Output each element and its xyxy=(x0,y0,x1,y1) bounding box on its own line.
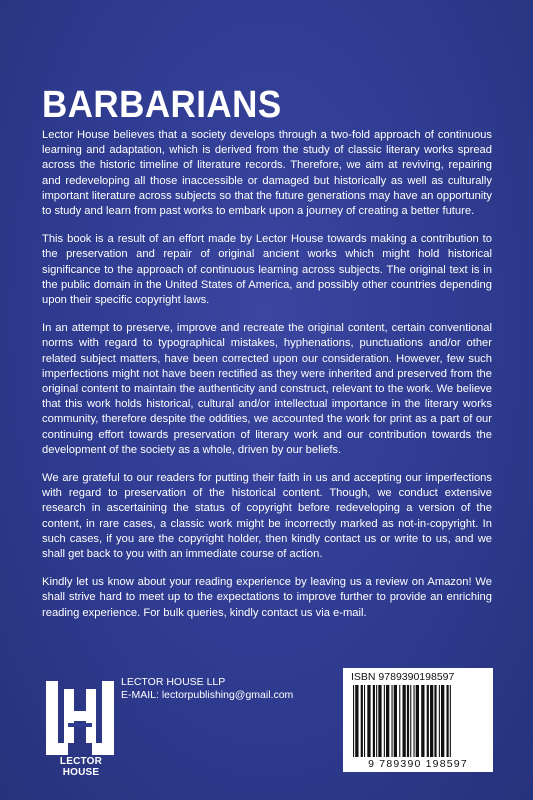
paragraph-4: We are grateful to our readers for putting their faith in us and accepting our imperfections with regard to preservation of the historical content. Though, we conduct extensive research in ascertaining the status of copyright before redeveloping a version of the content, in rare cases, a classic work might be incorrectly marked as not-in-copyright. In such cases, if you are the copyright holder, then kindly contact us or write to us, and we shall get back to you with an immediate course of action. xyxy=(42,472,492,561)
barcode-bar xyxy=(367,685,370,757)
logo-label: LECTOR HOUSE xyxy=(59,756,103,778)
publisher-name: LECTOR HOUSE LLP xyxy=(121,676,226,688)
barcode-bar xyxy=(353,685,354,757)
barcode-bar xyxy=(386,685,389,757)
barcode-bar xyxy=(399,685,400,757)
barcode-bar xyxy=(434,685,436,757)
barcode-bar xyxy=(394,685,397,757)
barcode-bar xyxy=(407,685,409,757)
barcode-bar xyxy=(427,685,429,757)
barcode-bar xyxy=(361,685,363,757)
barcode-bar xyxy=(416,685,419,757)
barcode-bar xyxy=(364,685,365,757)
isbn-barcode xyxy=(343,668,493,772)
paragraph-5: Kindly let us know about your reading experience by leaving us a review on Amazon! We shall strive hard to meet up to the expectations to improve further to provide an enriching reading experience. For bulk queries, kindly contact us via e-mail. xyxy=(42,576,492,619)
barcode-bar xyxy=(378,685,381,757)
barcode-bar xyxy=(414,685,415,757)
barcode-bar xyxy=(410,685,411,757)
paragraph-1: Lector House believes that a society develops through a two-fold approach of continuous learning and adaptation, which is derived from the study of classic literary works spread across the historic timeline of literature records. Therefore, we aim at reviving, repairing and redeveloping all those inaccessible or damaged but historically as well as culturally important literature across subjects so that the future generations may have an opportunity to study and learn from past works to embark upon a journey of creating a better future. xyxy=(42,129,492,218)
paragraph-3: In an attempt to preserve, improve and recreate the original content, certain conventional norms with regard to typographical mistakes, hyphenations, punctuations and/or other related subject matters, have been corrected upon our consideration. However, few such imperfections might not have been rectified as they were inherited and preserved from the original content to maintain the authenticity and construct, relevant to the work. We believe that this work holds historical, cultural and/or intellectual importance in the literary works community, therefore despite the oddities, we accounted the work for print as a part of our continuing effort towards preservation of literary work and our contribution towards the development of the society as a whole, driven by our beliefs. xyxy=(42,322,492,456)
barcode-bar xyxy=(430,685,433,757)
barcode-bar xyxy=(355,685,358,757)
barcode-bar xyxy=(421,685,424,757)
barcode-bar xyxy=(447,685,449,757)
barcode-bar xyxy=(450,685,451,757)
barcode-bar xyxy=(384,685,385,757)
blurb xyxy=(42,128,492,634)
book-title: BARBARIANS xyxy=(42,84,282,126)
isbn-label: ISBN 9789390198597 xyxy=(351,671,455,683)
barcode-bar xyxy=(441,685,444,757)
barcode-bar xyxy=(439,685,440,757)
paragraph-2: This book is a result of an effort made by Lector House towards making a contribution to the preservation and repair of original ancient works which might hold historical significance to the approach of continuous learning across subjects. The original text is in the public domain in the United States of America, and possibly other countries depending upon their specific copyright laws. xyxy=(42,233,492,307)
isbn-digits: 9 789390 198597 xyxy=(368,758,468,770)
barcode-bar xyxy=(392,685,393,757)
lector-house-logo-icon xyxy=(42,672,118,768)
barcode-bar xyxy=(403,685,406,757)
publisher-email: E-MAIL: lectorpublishing@gmail.com xyxy=(121,689,294,701)
barcode-bars-icon xyxy=(349,685,487,757)
barcode-bar xyxy=(373,685,375,757)
publisher-info xyxy=(121,676,293,702)
barcode-bar xyxy=(376,685,377,757)
